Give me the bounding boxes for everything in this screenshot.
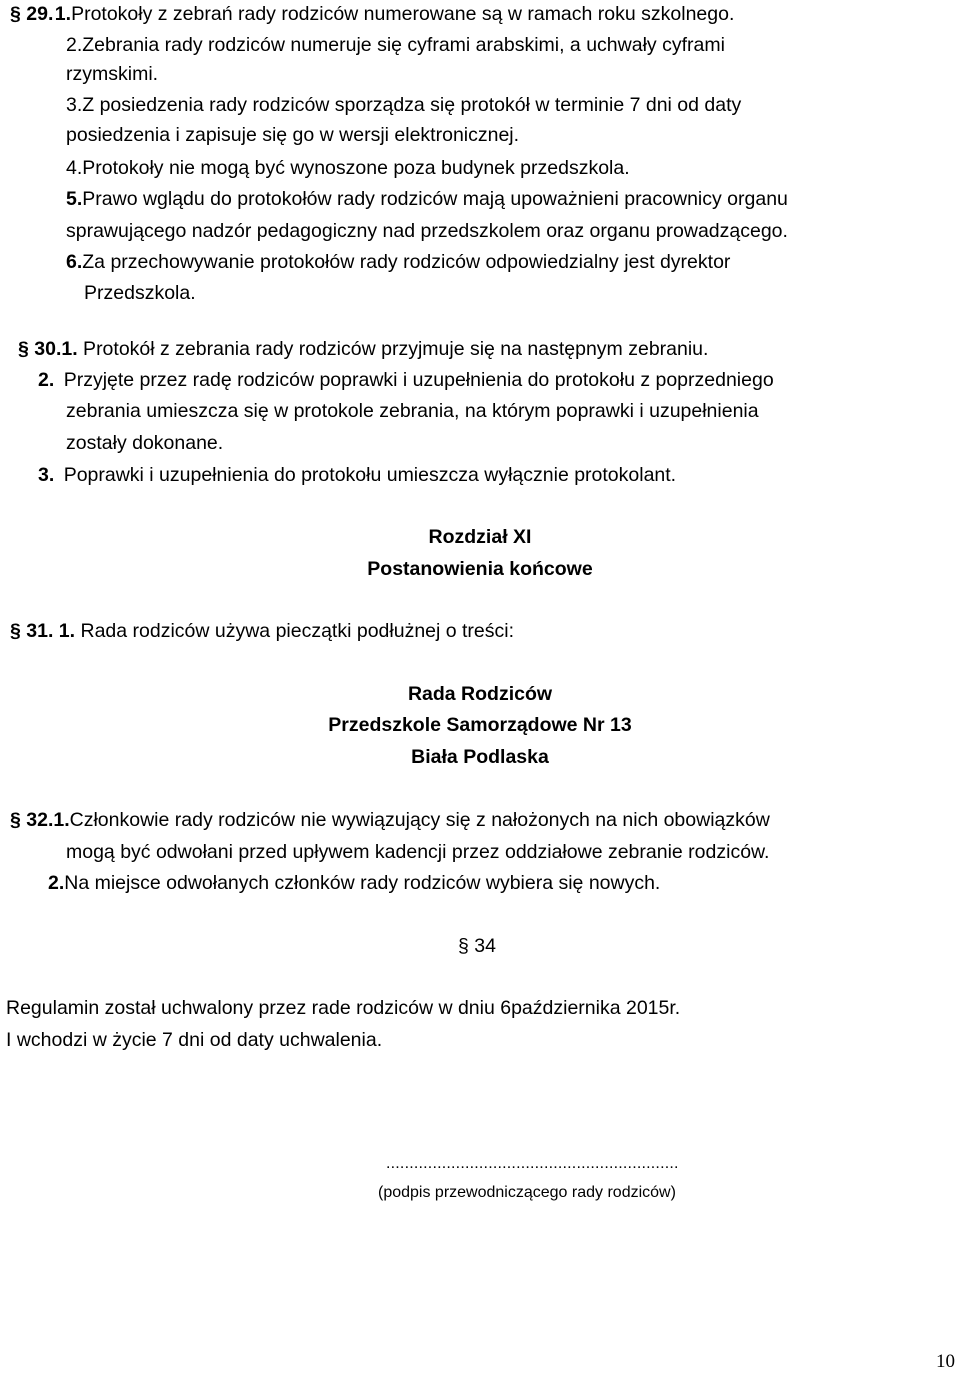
closing-line-2: I wchodzi w życie 7 dni od daty uchwalenia. (6, 1029, 383, 1051)
section-32-cont: mogą być odwołani przed upływem kadencji przez oddziałowe zebranie rodziców. (66, 841, 770, 863)
section-marker: § 31. 1. (10, 620, 76, 642)
paragraph-text: Poprawki i uzupełnienia do protokołu umieszcza wyłącznie protokolant. (63, 464, 677, 486)
item-number: 3. (38, 464, 55, 486)
chapter-subtitle: Postanowienia końcowe (367, 558, 593, 580)
stamp-line-1: Rada Rodziców (407, 683, 553, 705)
paragraph-text: Za przechowywanie protokołów rady rodziców odpowiedzialny jest dyrektor (82, 251, 731, 273)
section-marker: § 30.1. (18, 338, 78, 360)
signature-line: ............................................................... (386, 1155, 679, 1172)
section-30-item-2 (38, 371, 774, 391)
section-30-item-3 (38, 466, 676, 486)
section-29-item-3-cont: posiedzenia i zapisuje się go w wersji elektronicznej. (66, 124, 520, 146)
paragraph-text: Rada rodziców używa pieczątki podłużnej o treści: (75, 620, 515, 642)
item-number: 2. (38, 369, 55, 391)
paragraph-text: Na miejsce odwołanych członków rady rodziców wybiera się nowych. (64, 872, 661, 894)
section-29-item-5 (66, 190, 788, 210)
stamp-line-2: Przedszkole Samorządowe Nr 13 (328, 714, 632, 736)
paragraph-text: Członkowie rady rodziców nie wywiązujący się z nałożonych na nich obowiązków (69, 809, 770, 831)
section-29-item-3: 3.Z posiedzenia rady rodziców sporządza się protokół w terminie 7 dni od daty (66, 94, 742, 116)
section-32-heading (10, 811, 770, 831)
stamp-line-3: Biała Podlaska (411, 746, 549, 768)
item-number: 6. (66, 251, 83, 273)
paragraph-text: Przyjęte przez radę rodziców poprawki i uzupełnienia do protokołu z poprzedniego (63, 369, 774, 391)
section-marker: § 29. (10, 3, 54, 25)
section-29-item-4: 4.Protokoły nie mogą być wynoszone poza budynek przedszkola. (66, 157, 630, 179)
item-number: 2. (48, 872, 65, 894)
section-30-heading (18, 340, 708, 360)
section-29-item-2: 2.Zebrania rady rodziców numeruje się cyframi arabskimi, a uchwały cyframi (66, 34, 725, 56)
section-29-item-6 (66, 253, 730, 273)
section-32-item-2 (48, 874, 660, 894)
section-29-heading (10, 5, 734, 25)
paragraph-text: Protokół z zebrania rady rodziców przyjmuje się na następnym zebraniu. (77, 338, 709, 360)
chapter-title: Rozdział XI (428, 526, 532, 548)
closing-line-1: Regulamin został uchwalony przez rade rodziców w dniu 6października 2015r. (6, 997, 681, 1019)
paragraph-text: Prawo wglądu do protokołów rady rodziców mają upoważnieni pracownicy organu (82, 188, 788, 210)
section-29-item-2-cont: rzymskimi. (66, 63, 159, 85)
section-30-item-2-cont-1: zebrania umieszcza się w protokole zebrania, na którym poprawki i uzupełnienia (66, 400, 759, 422)
item-number: 5. (66, 188, 83, 210)
section-30-item-2-cont-2: zostały dokonane. (66, 432, 224, 454)
section-31-heading (10, 622, 514, 642)
section-29-item-5-cont: sprawującego nadzór pedagogiczny nad przedszkolem oraz organu prowadzącego. (66, 220, 788, 242)
page-number: 10 (936, 1351, 955, 1372)
signature-caption: (podpis przewodniczącego rady rodziców) (378, 1184, 676, 1201)
section-marker: § 32.1. (10, 809, 70, 831)
item-number: 1. (54, 3, 72, 25)
paragraph-text: Protokoły z zebrań rady rodziców numerowane są w ramach roku szkolnego. (71, 3, 735, 25)
section-34-marker: § 34 (458, 935, 496, 957)
section-29-item-6-cont: Przedszkola. (84, 282, 196, 304)
